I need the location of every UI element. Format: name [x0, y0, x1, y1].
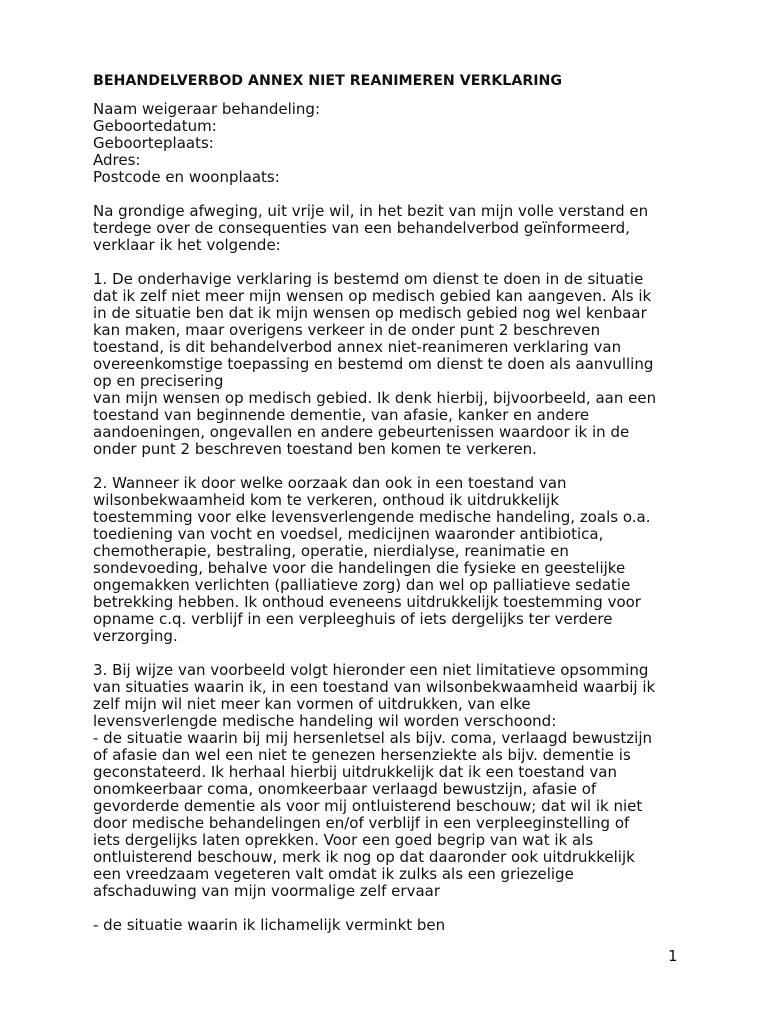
section-3-line: van situaties waarin ik, in een toestand van wilsonbekwaamheid waarbij ik — [93, 678, 656, 696]
section-1-line: toestand van beginnende dementie, van afasie, kanker en andere — [93, 406, 590, 424]
section-2-line: opname c.q. verblijf in een verpleeghuis of iets dergelijks ter verdere — [93, 610, 613, 628]
section-2-line: wilsonbekwaamheid kom te verkeren, onthoud ik uitdrukkelijk — [93, 491, 560, 509]
intro-line: Na grondige afweging, uit vrije wil, in het bezit van mijn volle verstand en — [93, 202, 649, 220]
section-3-line: een vreedzaam vegeteren valt omdat ik zulks als een griezelige — [93, 865, 574, 883]
section-1-line: dat ik zelf niet meer mijn wensen op medisch gebied kan aangeven. Als ik — [93, 287, 652, 305]
field-label: Geboorteplaats: — [93, 134, 214, 152]
section-3-line: afschaduwing van mijn voormalige zelf ervaar — [93, 882, 440, 900]
section-3-line: gevorderde dementie als voor mij ontluisterend beschouw; dat wil ik niet — [93, 797, 643, 815]
section-1-line: in de situatie ben dat ik mijn wensen op medisch gebied nog wel kenbaar — [93, 304, 647, 322]
section-1-line: overeenkomstige toepassing en bestemd om dienst te doen als aanvulling — [93, 355, 654, 373]
personal-fields — [93, 101, 693, 186]
page-number: 1 — [668, 947, 678, 965]
section-2-line: 2. Wanneer ik door welke oorzaak dan ook in een toestand van — [93, 474, 567, 492]
intro-paragraph — [93, 203, 693, 254]
section-1-line: onder punt 2 beschreven toestand ben komen te verkeren. — [93, 440, 537, 458]
section-2-line: toediening van vocht en voedsel, medicijnen waaronder antibiotica, — [93, 525, 604, 543]
section-2-paragraph — [93, 475, 693, 645]
intro-line: terdege over de consequenties van een behandelverbod geïnformeerd, — [93, 219, 630, 237]
section-1-line: van mijn wensen op medisch gebied. Ik denk hierbij, bijvoorbeeld, aan een — [93, 389, 657, 407]
section-1-line: op en precisering — [93, 372, 224, 390]
section-3-line: geconstateerd. Ik herhaal hierbij uitdrukkelijk dat ik een toestand van — [93, 763, 617, 781]
section-2-line: ongemakken verlichten (palliatieve zorg) dan wel op palliatieve sedatie — [93, 576, 631, 594]
section-3-line: of afasie dan wel een niet te genezen hersenziekte als bijv. dementie is — [93, 746, 631, 764]
section-2-line: betrekking hebben. Ik onthoud eveneens uitdrukkelijk toestemming voor — [93, 593, 641, 611]
field-label: Naam weigeraar behandeling: — [93, 100, 321, 118]
section-3-paragraph — [93, 662, 693, 900]
field-label: Adres: — [93, 151, 141, 169]
section-3-line: onomkeerbaar coma, onomkeerbaar verlaagd bewustzijn, afasie of — [93, 780, 597, 798]
section-2-line: chemotherapie, bestraling, operatie, nierdialyse, reanimatie en — [93, 542, 569, 560]
section-1-line: toestand, is dit behandelverbod annex niet-reanimeren verklaring van — [93, 338, 622, 356]
section-1-line: aandoeningen, ongevallen en andere gebeurtenissen waardoor ik in de — [93, 423, 630, 441]
section-3-line: ontluisterend beschouw, merk ik nog op dat daaronder ook uitdrukkelijk — [93, 848, 635, 866]
section-1-paragraph — [93, 271, 693, 458]
document-body — [93, 73, 693, 951]
section-2-line: sondevoeding, behalve voor die handelingen die fysieke en geestelijke — [93, 559, 626, 577]
section-3-line: - de situatie waarin bij mij hersenletsel als bijv. coma, verlaagd bewustzijn — [93, 729, 652, 747]
section-3-bullet-paragraph — [93, 917, 693, 934]
field-label: Geboortedatum: — [93, 117, 217, 135]
section-3-line: zelf mijn wil niet meer kan vormen of uitdrukken, van elke — [93, 695, 531, 713]
section-3-bullet-line: - de situatie waarin ik lichamelijk verminkt ben — [93, 916, 446, 934]
section-3-line: iets dergelijks laten oprekken. Voor een goed begrip van wat ik als — [93, 831, 594, 849]
section-1-line: kan maken, maar overigens verkeer in de onder punt 2 beschreven — [93, 321, 601, 339]
section-3-line: levensverlengde medische handeling wil worden verschoond: — [93, 712, 557, 730]
section-3-line: door medische behandelingen en/of verblijf in een verpleeginstelling of — [93, 814, 630, 832]
section-1-line: 1. De onderhavige verklaring is bestemd om dienst te doen in de situatie — [93, 270, 644, 288]
section-2-line: verzorging. — [93, 627, 178, 645]
document-title: BEHANDELVERBOD ANNEX NIET REANIMEREN VERKLARING — [93, 73, 563, 89]
field-label: Postcode en woonplaats: — [93, 168, 280, 186]
section-3-line: 3. Bij wijze van voorbeeld volgt hieronder een niet limitatieve opsomming — [93, 661, 649, 679]
intro-line: verklaar ik het volgende: — [93, 236, 281, 254]
section-2-line: toestemming voor elke levensverlengende medische handeling, zoals o.a. — [93, 508, 651, 526]
